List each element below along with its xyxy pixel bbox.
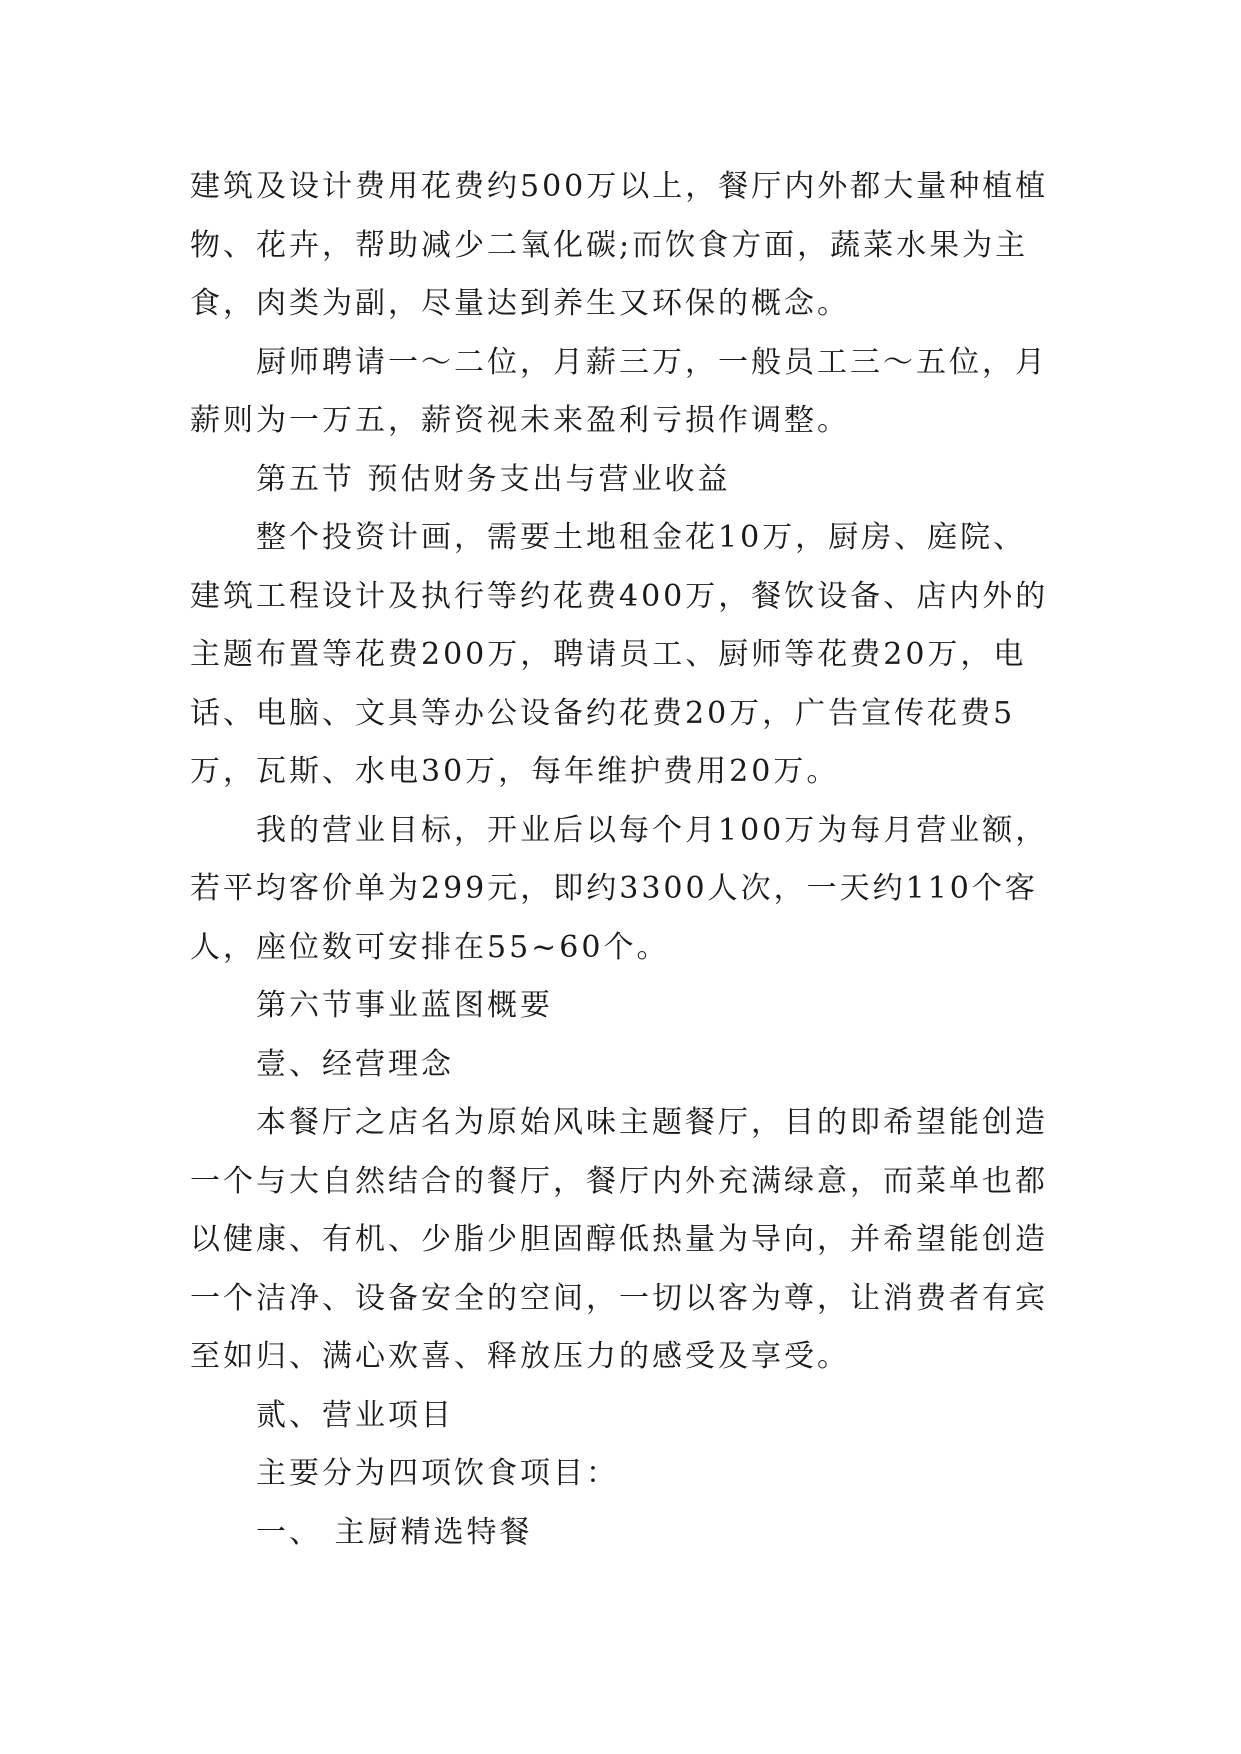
text-line: 整个投资计画，需要土地租金花10万，厨房、庭院、 (256, 520, 1027, 555)
text-line: 第六节事业蓝图概要 (256, 988, 553, 1023)
text-line: 主要分为四项饮食项目： (256, 1456, 619, 1491)
text-line: 我的营业目标，开业后以每个月100万为每月营业额， (256, 812, 1049, 848)
text-line: 人，座位数可安排在55~60个。 (190, 929, 670, 965)
text-line: 万，瓦斯、水电30万，每年维护费用20万。 (190, 754, 840, 789)
text-line: 建筑及设计费用花费约500万以上，餐厅内外都大量种植植 (190, 169, 1049, 204)
text-line: 建筑工程设计及执行等约花费400万，餐饮设备、店内外的 (190, 578, 1049, 614)
text-line: 厨师聘请一～二位，月薪三万，一般员工三～五位，月 (256, 344, 1048, 380)
text-line: 食，肉类为副，尽量达到养生又环保的概念。 (190, 286, 850, 321)
text-line: 一个与大自然结合的餐厅，餐厅内外充满绿意，而菜单也都 (190, 1163, 1048, 1199)
text-line: 若平均客价单为299元，即约3300人次，一天约110个客 (190, 871, 1038, 906)
text-line: 话、电脑、文具等办公设备约花费20万，广告宣传花费5 (190, 695, 1016, 731)
text-line: 壹、经营理念 (256, 1046, 454, 1082)
text-line: 以健康、有机、少脂少胆固醇低热量为导向，并希望能创造 (190, 1222, 1048, 1257)
text-line: 薪则为一万五，薪资视未来盈利亏损作调整。 (190, 403, 850, 438)
text-line: 贰、营业项目 (256, 1397, 454, 1433)
document-body (190, 158, 1070, 1562)
text-line: 物、花卉，帮助减少二氧化碳;而饮食方面，蔬菜水果为主 (190, 227, 1029, 263)
text-line: 至如归、满心欢喜、释放压力的感受及享受。 (190, 1339, 850, 1374)
text-line: 主题布置等花费200万，聘请员工、厨师等花费20万，电 (190, 637, 1027, 672)
text-line: 第五节 预估财务支出与营业收益 (256, 461, 731, 497)
text-line: 一个洁净、设备安全的空间，一切以客为尊，让消费者有宾 (190, 1280, 1048, 1316)
text-line: 本餐厅之店名为原始风味主题餐厅，目的即希望能创造 (256, 1105, 1048, 1140)
text-line: 一、 主厨精选特餐 (256, 1514, 533, 1550)
